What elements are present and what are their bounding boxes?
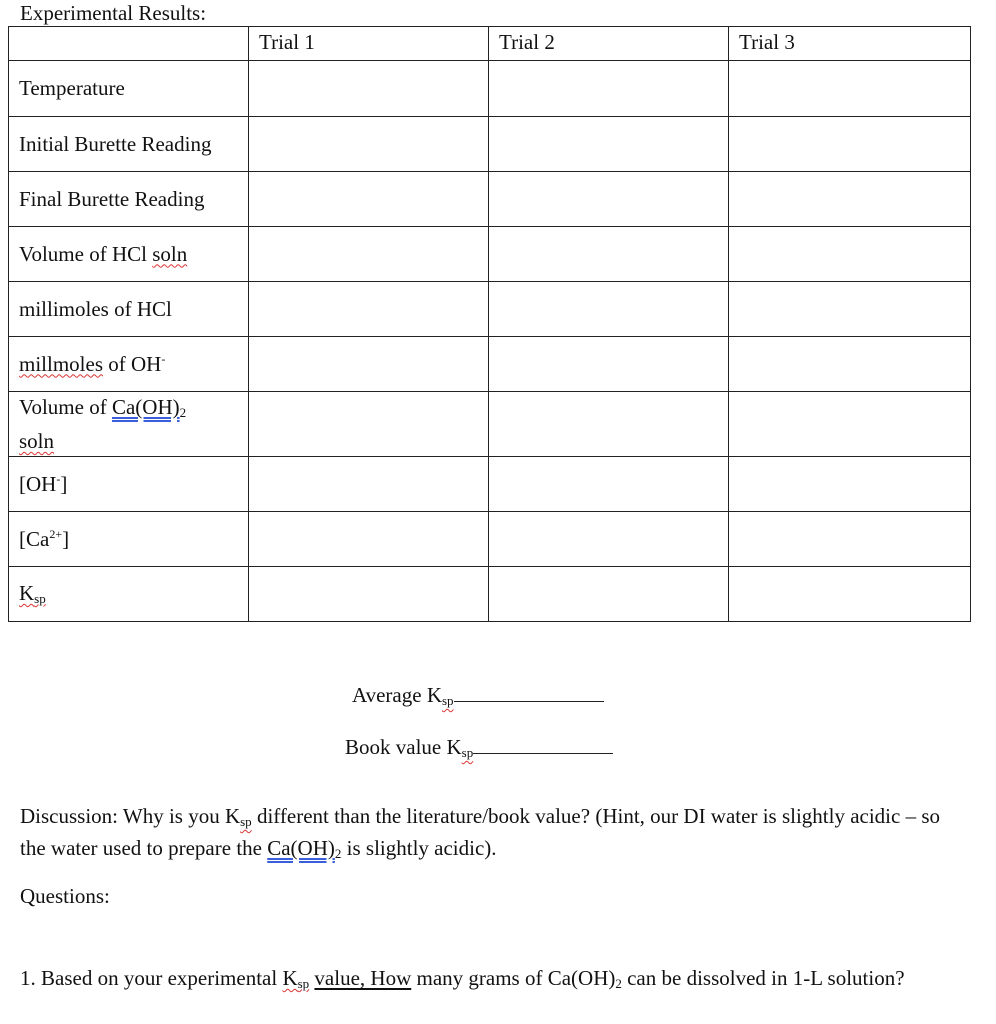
label-text: K [19,581,35,605]
table-row [9,61,971,117]
input-cell[interactable] [729,227,971,282]
input-cell[interactable] [489,392,729,457]
header-trial-3: Trial 3 [729,27,971,61]
subscript: sp [34,591,46,606]
label-text: [Ca [19,526,50,551]
average-ksp-line [352,683,604,709]
results-table [8,26,971,622]
questions-heading: Questions: [20,884,110,908]
input-cell[interactable] [249,117,489,172]
label-text: Volume of HCl [19,241,153,266]
text: K [282,966,298,990]
subscript: sp [461,745,474,760]
input-cell[interactable] [249,337,489,392]
row-label-millimoles-oh [9,337,249,392]
input-cell[interactable] [729,512,971,567]
input-cell[interactable] [489,117,729,172]
input-cell[interactable] [489,227,729,282]
grammar-flagged-word: Ca(OH) [267,836,335,860]
table-row [9,337,971,392]
row-label-final-burette: Final Burette Reading [9,172,249,227]
subscript: 2 [334,846,342,861]
book-value-ksp-line [345,735,613,761]
table-row [9,282,971,337]
input-cell[interactable] [249,282,489,337]
subscript: 2 [615,976,622,991]
label-text: Volume of [19,395,112,419]
input-cell[interactable] [729,282,971,337]
spell-flagged-word: soln [152,241,188,266]
row-label-volume-hcl [9,227,249,282]
spell-flagged-word: soln [19,429,55,453]
label-text: Average K [352,683,442,707]
input-cell[interactable] [249,61,489,117]
spell-flagged-word: millmoles [19,351,103,376]
table-row [9,512,971,567]
table-row [9,457,971,512]
table-header-row [9,27,971,61]
subscript: 2 [179,405,187,420]
header-cell-empty [9,27,249,61]
input-cell[interactable] [249,512,489,567]
row-label-temperature: Temperature [9,61,249,117]
input-cell[interactable] [729,567,971,622]
text: different than the literature/book value? (Hint, our DI water is slightly acidic – so the water used to prepare the [20,804,941,860]
row-label-millimoles-hcl: millimoles of HCl [9,282,249,337]
spell-flagged-word [282,966,309,990]
row-label-ca-conc [9,512,249,567]
input-cell[interactable] [729,117,971,172]
superscript: - [56,471,61,486]
text: 1. Based on your experimental [20,966,283,990]
row-label-volume-caoh2 [9,392,249,457]
table-row [9,567,971,622]
table-row [9,172,971,227]
input-cell[interactable] [489,282,729,337]
input-cell[interactable] [249,567,489,622]
superscript: 2+ [49,526,63,541]
input-cell[interactable] [249,172,489,227]
label-text: of OH [103,351,162,376]
input-cell[interactable] [489,172,729,227]
answer-blank[interactable] [473,735,613,754]
input-cell[interactable] [729,457,971,512]
results-heading: Experimental Results: [20,1,207,25]
subscript: sp [441,693,454,708]
input-cell[interactable] [729,392,971,457]
discussion-paragraph [20,803,970,867]
underlined-text: value, How [314,966,412,990]
header-trial-1: Trial 1 [249,27,489,61]
row-label-ksp [9,567,249,622]
spell-flagged-word [19,581,46,605]
input-cell[interactable] [249,392,489,457]
text: many grams of Ca(OH) [411,966,616,990]
input-cell[interactable] [489,457,729,512]
input-cell[interactable] [489,567,729,622]
answer-blank[interactable] [454,683,604,702]
superscript: - [161,351,166,366]
text: is slightly acidic). [341,836,497,860]
label-text: [OH [19,471,57,496]
subscript: sp [297,976,310,991]
grammar-flagged-word: Ca(OH) [111,395,180,419]
label-text: ] [60,471,68,496]
table-row [9,227,971,282]
input-cell[interactable] [729,172,971,227]
row-label-oh-conc [9,457,249,512]
row-label-initial-burette: Initial Burette Reading [9,117,249,172]
input-cell[interactable] [729,337,971,392]
label-text: ] [62,526,70,551]
input-cell[interactable] [249,227,489,282]
label-text: Book value K [345,735,462,759]
input-cell[interactable] [249,457,489,512]
table-row [9,117,971,172]
text: can be dissolved in 1-L solution? [621,966,905,990]
table-row [9,392,971,457]
input-cell[interactable] [729,61,971,117]
input-cell[interactable] [489,337,729,392]
text: Discussion: Why is you K [20,804,241,828]
input-cell[interactable] [489,512,729,567]
question-1 [20,965,970,997]
input-cell[interactable] [489,61,729,117]
subscript: sp [240,814,252,829]
header-trial-2: Trial 2 [489,27,729,61]
